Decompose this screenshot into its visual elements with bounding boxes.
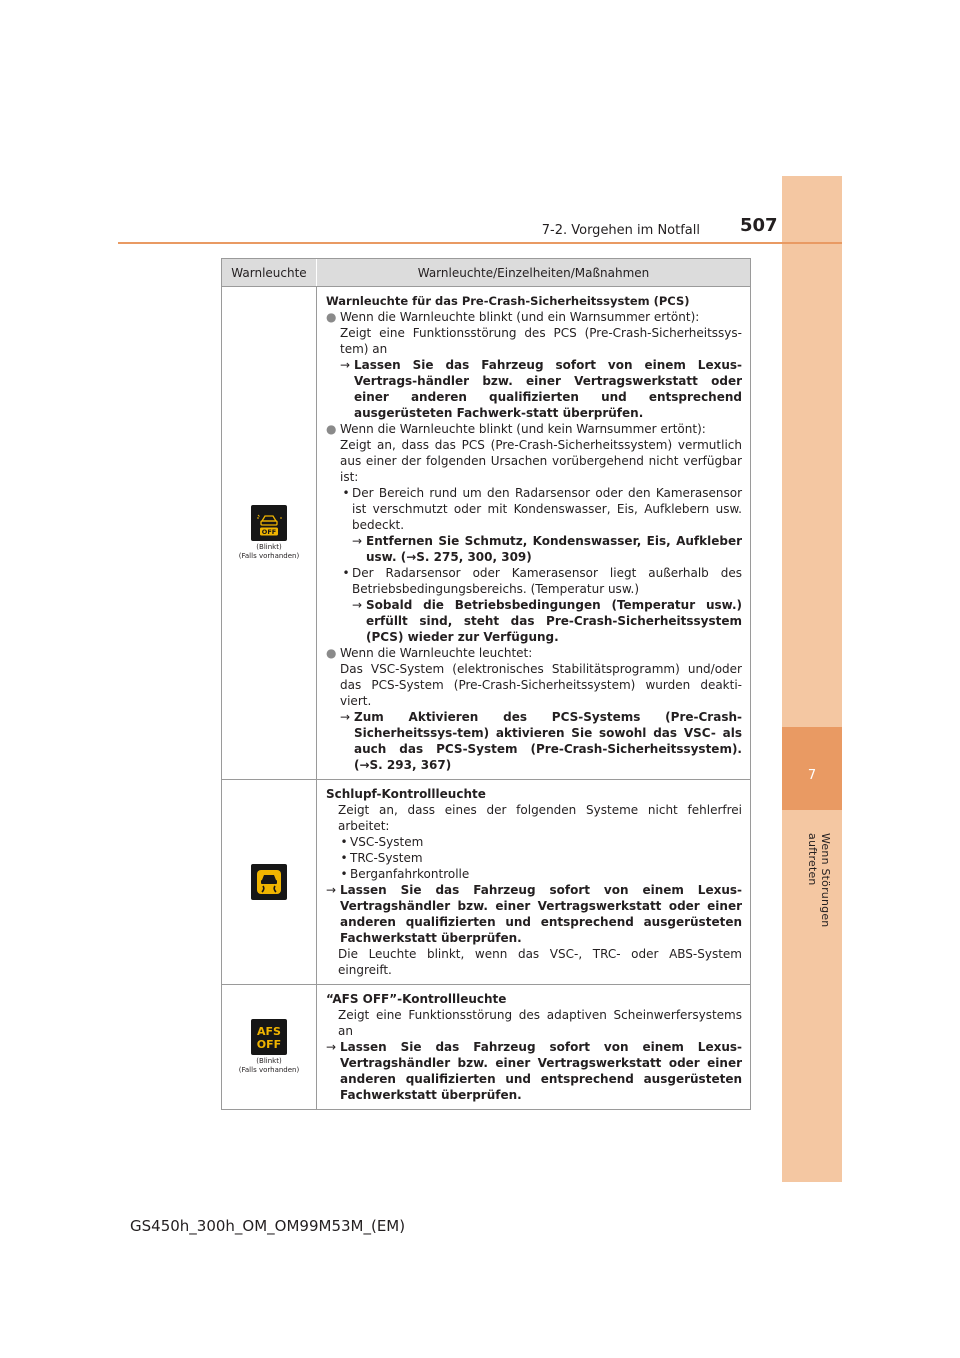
light-cell xyxy=(222,985,317,1109)
table-header xyxy=(222,259,750,287)
bullet-icon: ● xyxy=(326,646,337,660)
chapter-number: 7 xyxy=(807,768,817,783)
arrow-icon: → xyxy=(326,1040,337,1054)
details-cell xyxy=(317,780,750,984)
sub-bullet-icon: • xyxy=(342,486,350,500)
blink-label: (Blinkt) xyxy=(256,543,282,551)
arrow-icon: → xyxy=(340,358,351,372)
list-item xyxy=(326,645,742,661)
table-row xyxy=(222,287,750,780)
action-text: Entfernen Sie Schmutz, Kondenswasser, Eis, Aufkleber usw. (→S. 275, 300, 309) xyxy=(366,534,742,564)
light-title: Schlupf-Kontrollleuchte xyxy=(326,787,486,801)
optional-label: (Falls vorhanden) xyxy=(238,1066,300,1074)
action-item xyxy=(326,597,742,645)
action-text: Lassen Sie das Fahrzeug sofort von einem Lexus-Vertrags-händler bzw. einer Vertragswerkstatt oder einer anderen qualifizierten und entsprechend ausgerüsteten Fachwerk-statt überprüfen. xyxy=(354,358,742,420)
action-item xyxy=(326,533,742,565)
condition-text: Wenn die Warnleuchte blinkt (und kein Warnsummer ertönt): xyxy=(340,422,706,436)
action-text: Zum Aktivieren des PCS-Systems (Pre-Crash-Sicherheitssys-tem) aktivieren Sie sowohl das VSC- als auch das PCS-System (Pre-Crash-Sicherheitssystem). (→S. 293, 367) xyxy=(354,710,742,772)
note-text: Die Leuchte blinkt, wenn das VSC-, TRC- oder ABS-System eingreift. xyxy=(338,947,742,977)
light-title: “AFS OFF”-Kontrollleuchte xyxy=(326,992,507,1006)
page-number: 507 xyxy=(740,215,778,236)
column-header-light: Warnleuchte xyxy=(222,259,317,286)
action-item xyxy=(326,357,742,421)
action-item xyxy=(326,1039,742,1103)
condition-text: Wenn die Warnleuchte leuchtet: xyxy=(340,646,533,660)
light-cell xyxy=(222,287,317,779)
table-row xyxy=(222,780,750,985)
document-footer: GS450h_300h_OM_OM99M53M_(EM) xyxy=(130,1217,406,1235)
blink-label: (Blinkt) xyxy=(256,1057,282,1065)
description: Das VSC-System (elektronisches Stabilitätsprogramm) und/oder das PCS-System (Pre-Crash-Sicherheitssystem) wurden deakti-viert. xyxy=(340,662,742,708)
sub-bullet-icon: • xyxy=(340,867,348,881)
column-header-details: Warnleuchte/Einzelheiten/Maßnahmen xyxy=(417,265,650,280)
action-item xyxy=(326,882,742,946)
sub-bullet-icon: • xyxy=(340,851,348,865)
action-text: Lassen Sie das Fahrzeug sofort von einem Lexus-Vertragshändler bzw. einer Vertragswerkstatt oder einer anderen qualifizierten und entsprechend ausgerüsteten Fachwerkstatt überprüfen. xyxy=(340,1040,742,1102)
bullet-icon: ● xyxy=(326,422,337,436)
afs-off-icon xyxy=(251,1019,287,1055)
svg-text:OFF: OFF xyxy=(261,528,277,536)
list-item xyxy=(326,485,742,533)
description: Zeigt eine Funktionsstörung des PCS (Pre-Crash-Sicherheitssys-tem) an xyxy=(340,326,742,356)
list-item xyxy=(326,850,742,866)
sub-bullet-icon: • xyxy=(340,835,348,849)
sub-bullet-icon: • xyxy=(342,566,350,580)
list-item xyxy=(326,421,742,437)
system-text: VSC-System xyxy=(350,835,424,849)
bullet-icon: ● xyxy=(326,310,337,324)
slip-indicator-icon xyxy=(251,864,287,900)
action-text: Sobald die Betriebsbedingungen (Temperatur usw.) erfüllt sind, steht das Pre-Crash-Sicherheitssystem (PCS) wieder zur Verfügung. xyxy=(366,598,742,644)
section-title: 7-2. Vorgehen im Notfall xyxy=(541,223,700,238)
arrow-icon: → xyxy=(340,710,351,724)
details-cell xyxy=(317,985,750,1109)
list-item xyxy=(326,565,742,597)
arrow-icon: → xyxy=(352,598,363,612)
svg-text:AFS: AFS xyxy=(257,1025,281,1038)
condition-text: Wenn die Warnleuchte blinkt (und ein Warnsummer ertönt): xyxy=(340,310,700,324)
chapter-label: Wenn Störungen auftreten xyxy=(806,833,832,928)
action-item xyxy=(326,709,742,773)
list-item xyxy=(326,309,742,325)
description: Zeigt eine Funktionsstörung des adaptiven Scheinwerfersystems an xyxy=(338,1008,742,1038)
header-rule xyxy=(118,242,842,244)
description: Zeigt an, dass eines der folgenden Systeme nicht fehlerfrei arbeitet: xyxy=(338,803,742,833)
svg-text:OFF: OFF xyxy=(256,1038,282,1051)
list-item xyxy=(326,866,742,882)
pcs-off-warning-icon xyxy=(251,505,287,541)
description: Zeigt an, dass das PCS (Pre-Crash-Sicherheitssystem) vermutlich aus einer der folgenden Ursachen vorübergehend nicht verfügbar ist: xyxy=(340,438,742,484)
action-text: Lassen Sie das Fahrzeug sofort von einem Lexus-Vertragshändler bzw. einer Vertragswerkstatt oder einer anderen qualifizierten und entsprechend ausgerüsteten Fachwerkstatt überprüfen. xyxy=(340,883,742,945)
arrow-icon: → xyxy=(326,883,337,897)
chapter-side-tab xyxy=(782,176,842,1182)
warning-light-table xyxy=(221,258,751,1110)
light-title: Warnleuchte für das Pre-Crash-Sicherheitssystem (PCS) xyxy=(326,294,690,308)
cause-text: Der Radarsensor oder Kamerasensor liegt außerhalb des Betriebsbedingungsbereichs. (Temperatur usw.) xyxy=(352,566,742,596)
details-cell xyxy=(317,287,750,779)
optional-label: (Falls vorhanden) xyxy=(238,552,300,560)
system-text: Berganfahrkontrolle xyxy=(350,867,470,881)
list-item xyxy=(326,834,742,850)
arrow-icon: → xyxy=(352,534,363,548)
system-text: TRC-System xyxy=(350,851,423,865)
cause-text: Der Bereich rund um den Radarsensor oder den Kamerasensor ist verschmutzt oder mit Kondenswasser, Eis, Aufklebern usw. bedeckt. xyxy=(352,486,742,532)
light-cell xyxy=(222,780,317,984)
table-row xyxy=(222,985,750,1109)
